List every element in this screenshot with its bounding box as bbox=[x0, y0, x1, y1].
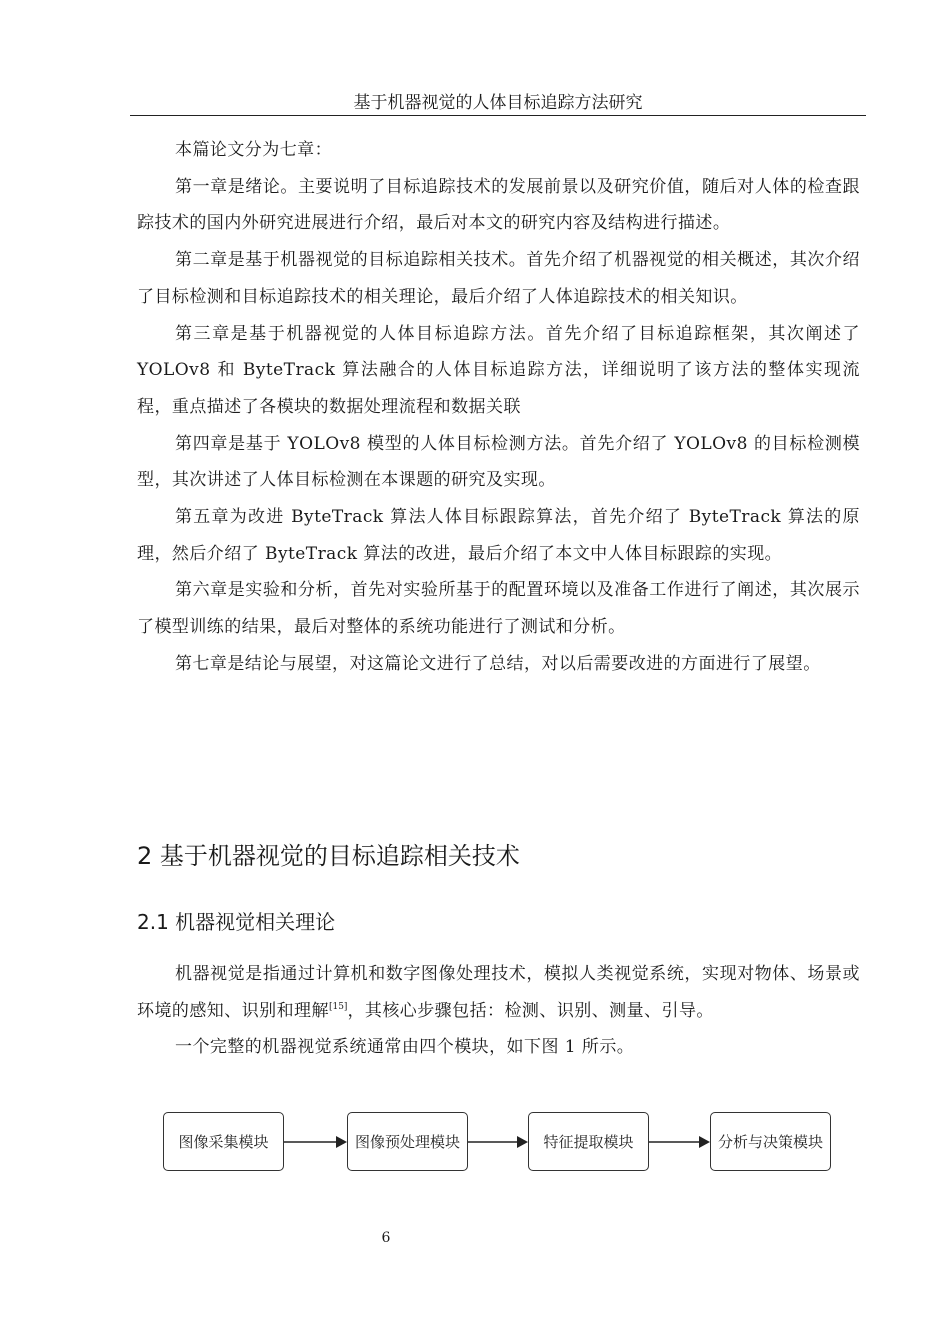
running-header-title: 基于机器视觉的人体目标追踪方法研究 bbox=[353, 93, 643, 113]
arrow-right-icon bbox=[649, 1134, 711, 1150]
section-heading: 2 基于机器视觉的目标追踪相关技术 bbox=[137, 842, 520, 870]
module-box-preprocessing: 图像预处理模块 bbox=[347, 1112, 468, 1171]
paragraph-machine-vision bbox=[137, 956, 860, 1029]
paragraph-chapter-7: 第七章是结论与展望，对这篇论文进行了总结，对以后需要改进的方面进行了展望。 bbox=[175, 653, 821, 674]
citation: [15] bbox=[328, 1001, 348, 1012]
subsection-heading: 2.1 机器视觉相关理论 bbox=[137, 910, 336, 934]
paragraph-system-modules: 一个完整的机器视觉系统通常由四个模块，如下图 1 所示。 bbox=[175, 1037, 635, 1058]
paragraph-chapter-5: 第五章为改进 ByteTrack 算法人体目标跟踪算法，首先介绍了 ByteTrack 算法的原理，然后介绍了 ByteTrack 算法的改进，最后介绍了本文中人体目标跟踪的实现。 bbox=[137, 507, 860, 564]
module-box-feature-extraction: 特征提取模块 bbox=[528, 1112, 649, 1171]
paragraph-chapter-1: 第一章是绪论。主要说明了目标追踪技术的发展前景以及研究价值，随后对人体的检查跟踪技术的国内外研究进展进行介绍，最后对本文的研究内容及结构进行描述。 bbox=[137, 176, 860, 234]
module-flow-diagram bbox=[160, 1108, 840, 1178]
paragraph-text-continued: ，其核心步骤包括：检测、识别、测量、引导。 bbox=[347, 1000, 714, 1021]
page-number: 6 bbox=[381, 1230, 391, 1246]
paragraph-intro: 本篇论文分为七章： bbox=[175, 140, 333, 160]
paragraph-chapter-6: 第六章是实验和分析，首先对实验所基于的配置环境以及准备工作进行了阐述，其次展示了模型训练的结果，最后对整体的系统功能进行了测试和分析。 bbox=[137, 580, 860, 638]
chapter-overview bbox=[137, 132, 860, 683]
paragraph-chapter-3: 第三章是基于机器视觉的人体目标追踪方法。首先介绍了目标追踪框架，其次阐述了 YOLOv8 和 ByteTrack 算法融合的人体目标追踪方法，详细说明了该方法的整体实现流程，重点描述了各模块的数据处理流程和数据关联 bbox=[137, 323, 860, 417]
header-rule bbox=[130, 115, 866, 116]
paragraph-text: 机器视觉是指通过计算机和数字图像处理技术，模拟人类视觉系统，实现对物体、场景或环境的感知、识别和理解 bbox=[137, 964, 860, 1021]
arrow-right-icon bbox=[468, 1134, 529, 1150]
module-box-analysis-decision: 分析与决策模块 bbox=[710, 1112, 831, 1171]
paragraph-chapter-2: 第二章是基于机器视觉的目标追踪相关技术。首先介绍了机器视觉的相关概述，其次介绍了目标检测和目标追踪技术的相关理论，最后介绍了人体追踪技术的相关知识。 bbox=[137, 250, 860, 307]
section-body bbox=[137, 956, 860, 1066]
module-box-acquisition: 图像采集模块 bbox=[163, 1112, 284, 1171]
paragraph-chapter-4: 第四章是基于 YOLOv8 模型的人体目标检测方法。首先介绍了 YOLOv8 的目标检测模型，其次讲述了人体目标检测在本课题的研究及实现。 bbox=[137, 433, 860, 491]
arrow-right-icon bbox=[284, 1134, 348, 1150]
